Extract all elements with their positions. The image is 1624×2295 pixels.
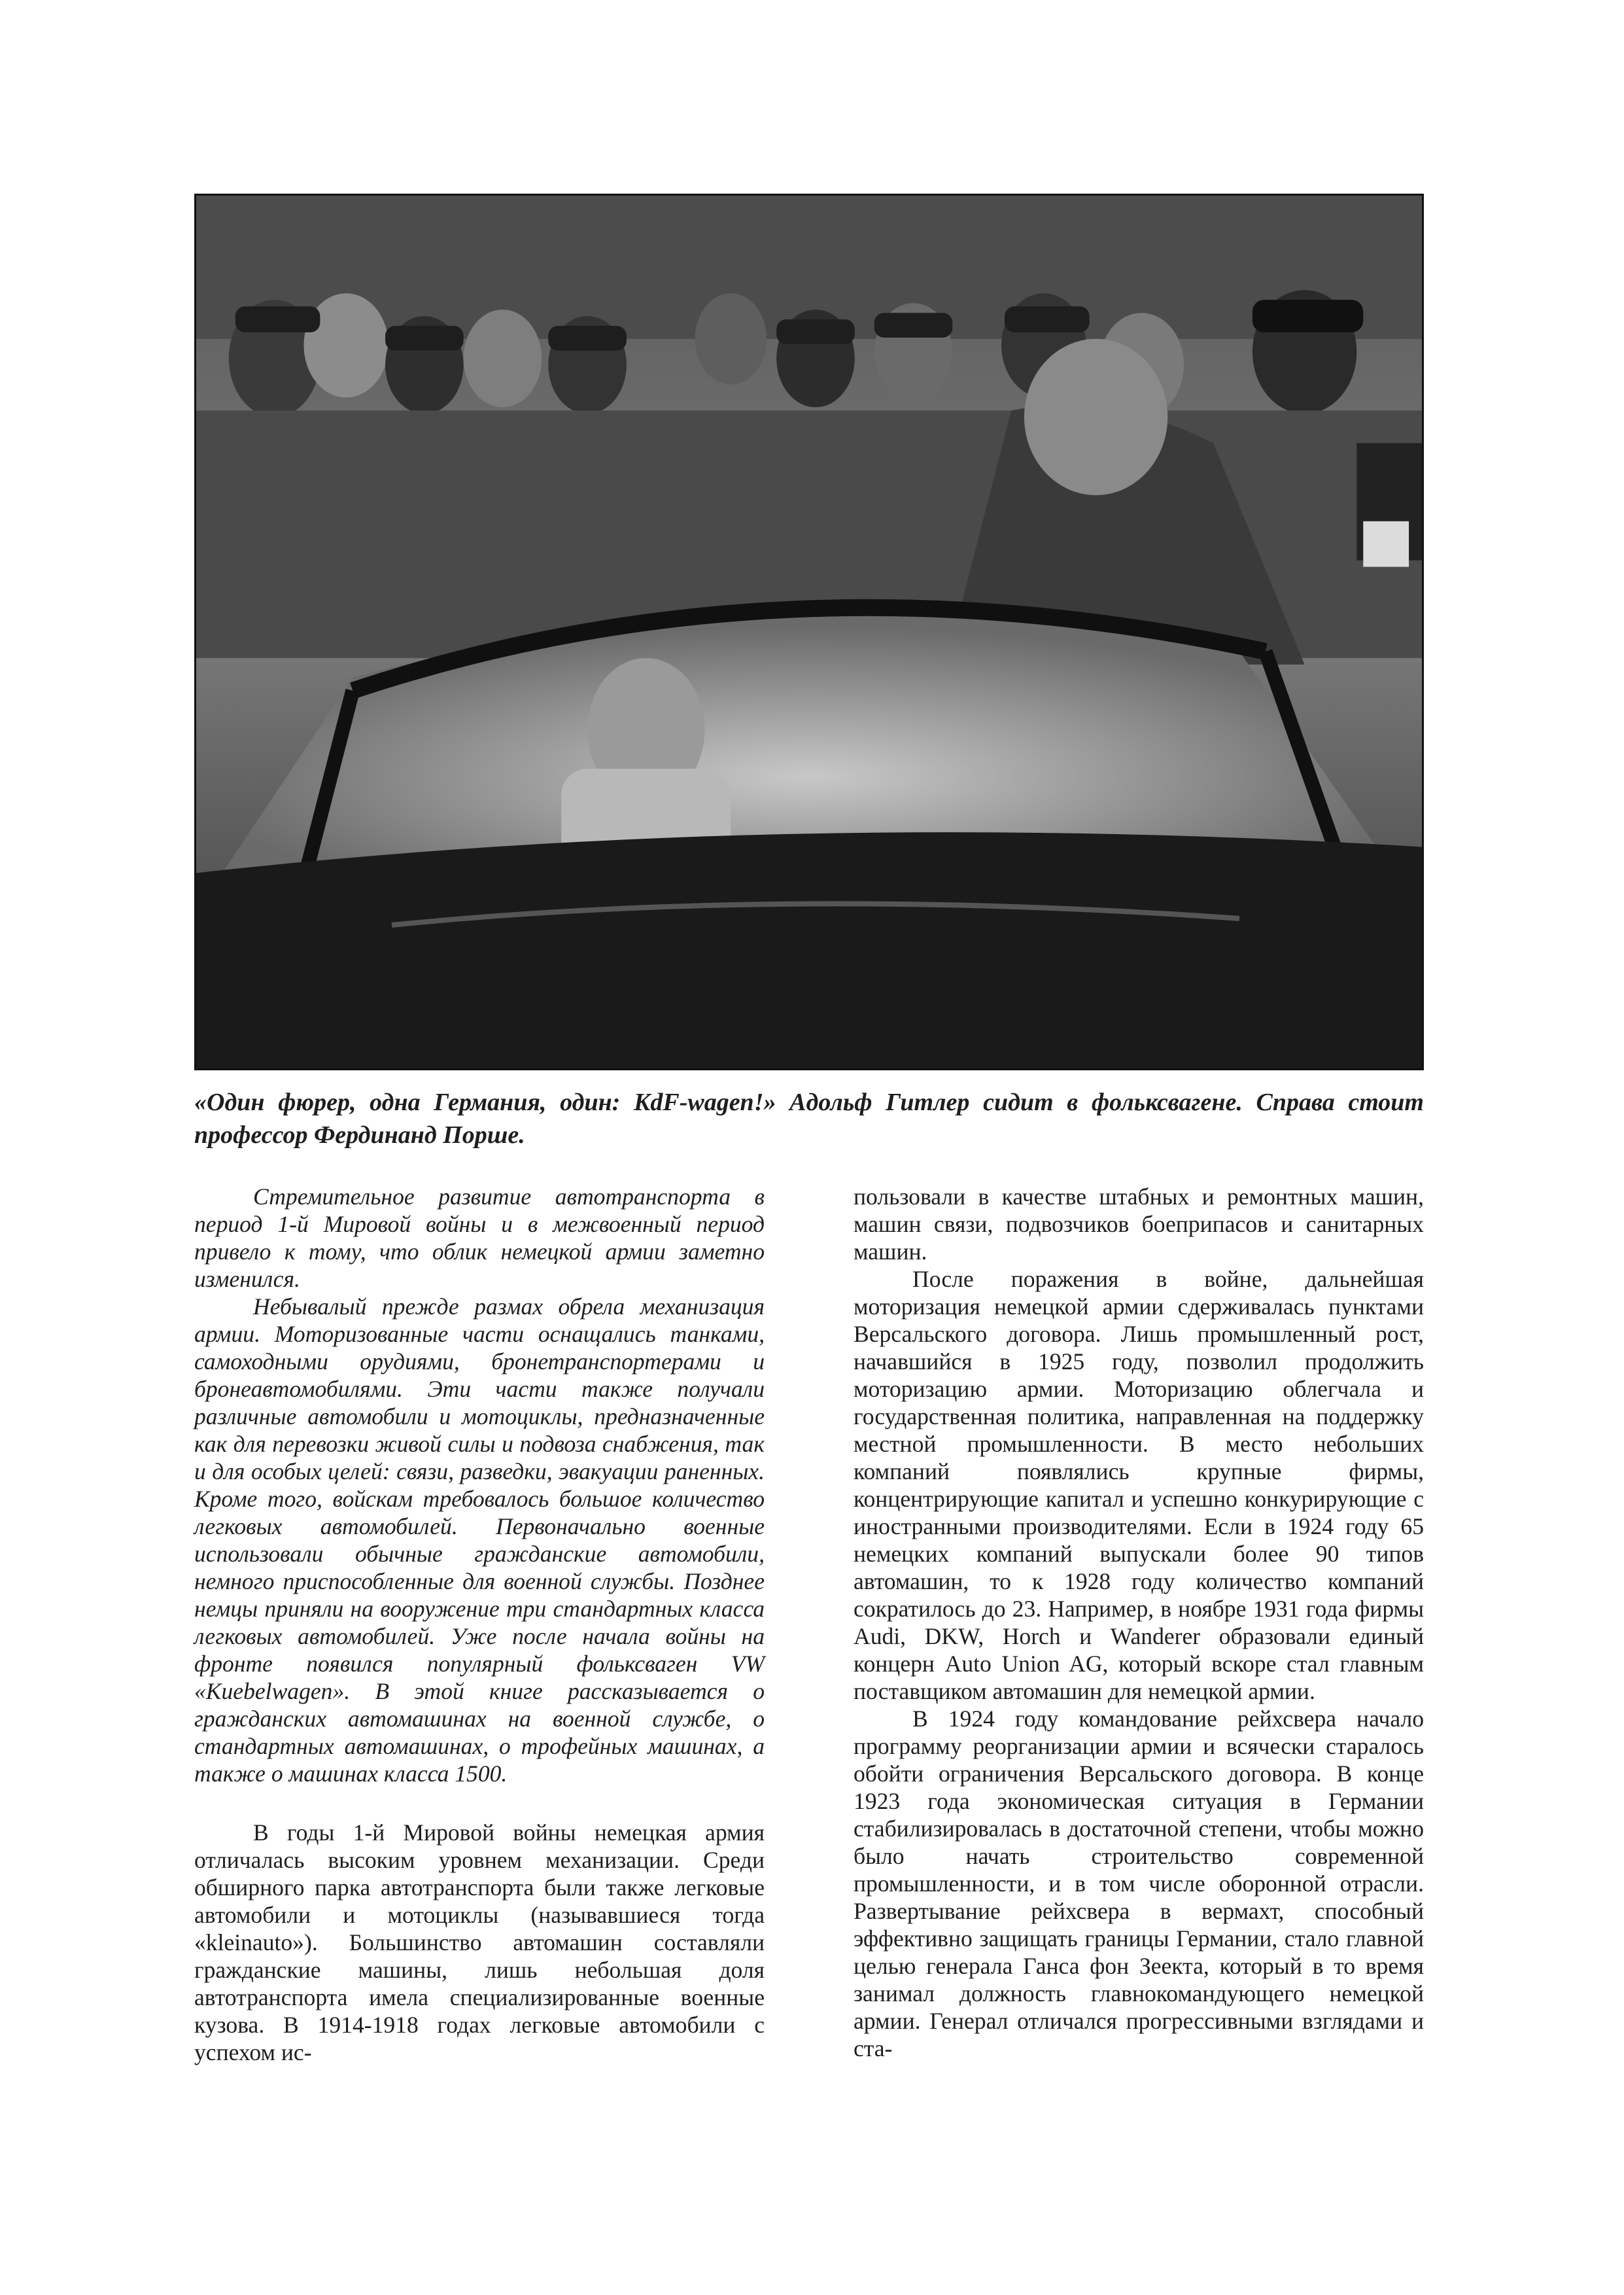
- body-paragraph: пользовали в качестве штабных и ремонтных машин, машин связи, подвозчиков боеприпасов и санитарных машин.: [854, 1183, 1424, 1265]
- body-paragraph: После поражения в войне, дальнейшая моторизация немецкой армии сдерживалась пунктами Версальского договора. Лишь промышленный рост, начавшийся в 1925 году, позволил продолжить моторизацию армии. Моторизацию облегчала и государственная политика, направленная на поддержку местной промышленности. В место небольших компаний появлялись крупные фирмы, концентрирующие капитал и успешно конкурирующие с иностранными производителями. Если в 1924 году 65 немецких компаний выпускали более 90 типов автомашин, то к 1928 году количество компаний сократилось до 23. Например, в ноябре 1931 года фирмы Audi, DKW, Horch и Wanderer образовали единый концерн Auto Union AG, который вскоре стал главным поставщиком автомашин для немецкой армии.: [854, 1266, 1424, 1704]
- right-column: [854, 1183, 1424, 2062]
- photo-caption: «Один фюрер, одна Германия, один: KdF-wagen!» Адольф Гитлер сидит в фольксвагене. Справа стоит профессор Фердинанд Порше.: [194, 1089, 1424, 1149]
- photo-icon: [196, 196, 1422, 1068]
- body-paragraph: В 1924 году командование рейхсвера начало программу реорганизации армии и всячески старалось обойти ограничения Версальского договора. В конце 1923 года экономическая ситуация в Германии стабилизировалась в достаточной степени, чтобы можно было начать строительство современной промышленности, и в том числе оборонной отрасли. Развертывание рейхсвера в вермахт, способный эффективно защищать границы Германии, стало главной целью генерала Ганса фон Зеекта, который в то время занимал должность главнокомандующего немецкой армии. Генерал отличался прогрессивными взглядами и ста-: [854, 1706, 1424, 2061]
- body-paragraph: В годы 1-й Мировой войны немецкая армия отличалась высоким уровнем механизации. Среди обширного парка автотранспорта были также легковые автомобили и мотоциклы (называвшиеся тогда «kleinauto»). Большинство автомашин составляли гражданские машины, лишь небольшая доля автотранспорта имела специализированные военные кузова. В 1914-1918 годах легковые автомобили с успехом ис-: [194, 1819, 765, 2065]
- intro-paragraph: Стремительное развитие автотранспорта в период 1-й Мировой войны и в межвоенный период привело к тому, что облик немецкой армии заметно изменился.: [194, 1183, 765, 1292]
- historical-photo: [194, 194, 1424, 1070]
- left-column: [194, 1183, 765, 2066]
- intro-paragraph: Небывалый прежде размах обрела механизация армии. Моторизованные части оснащались танками, самоходными орудиями, бронетранспортерами и бронеавтомобилями. Эти части также получали различные автомобили и мотоциклы, предназначенные как для перевозки живой силы и подвоза снабжения, так и для особых целей: связи, разведки, эвакуации раненных. Кроме того, войскам требовалось большое количество легковых автомобилей. Первоначально военные использовали обычные гражданские автомобили, немного приспособленные для военной службы. Позднее немцы приняли на вооружение три стандартных класса легковых автомобилей. Уже после начала войны на фронте появился популярный фольксваген VW «Kuebelwagen». В этой книге рассказывается о гражданских автомашинах на военной службе, о стандартных автомашинах, о трофейных машинах, а также о машинах класса 1500.: [194, 1293, 765, 1787]
